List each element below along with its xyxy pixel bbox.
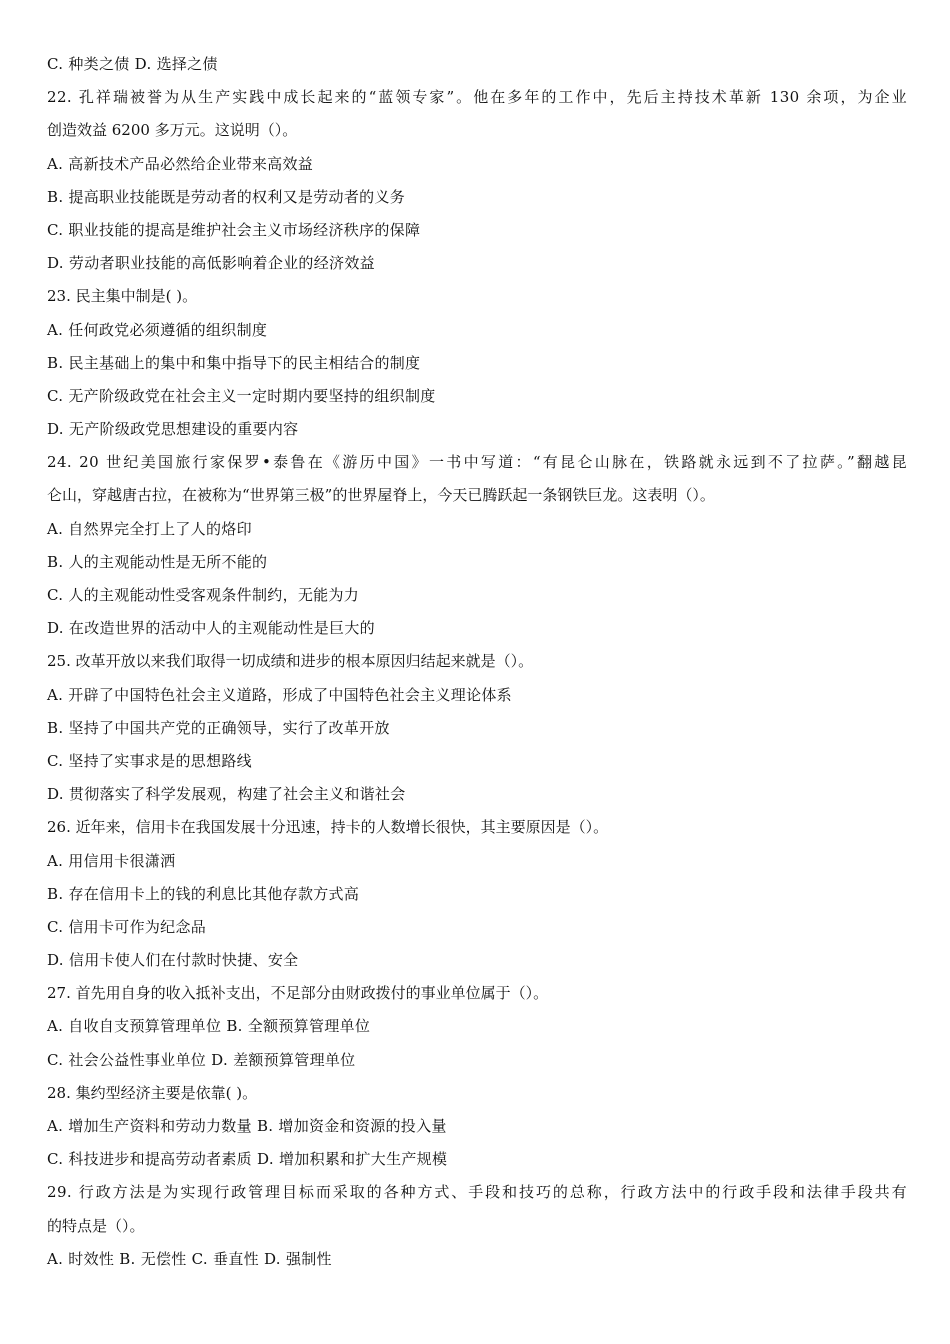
question-24-option-c: C. 人的主观能动性受客观条件制约，无能为力 [47,586,360,604]
question-26-option-b: B. 存在信用卡上的钱的利息比其他存款方式高 [47,884,360,903]
question-24-option-d: D. 在改造世界的活动中人的主观能动性是巨大的 [47,619,375,638]
question-22-option-c: C. 职业技能的提高是维护社会主义市场经济秩序的保障 [47,220,421,239]
question-22-option-a: A. 高新技术产品必然给企业带来高效益 [47,154,314,173]
question-26-option-d: D. 信用卡使人们在付款时快捷、安全 [47,951,299,970]
question-22-stem: 22. 孔祥瑞被誉为从生产实践中成长起来的“蓝领专家”。他在多年的工作中，先后主持技术革新 130 余项，为企业 [47,88,907,107]
question-28-stem: 28. 集约型经济主要是依靠( )。 [47,1083,258,1102]
question-25-option-a: A. 开辟了中国特色社会主义道路，形成了中国特色社会主义理论体系 [47,685,512,704]
question-23-stem: 23. 民主集中制是( )。 [47,287,198,306]
question-24-option-b: B. 人的主观能动性是无所不能的 [47,552,268,571]
question-23-option-d: D. 无产阶级政党思想建设的重要内容 [47,420,299,439]
question-24-stem: 24. 20 世纪美国旅行家保罗•泰鲁在《游历中国》一书中写道：“有昆仑山脉在，铁路就永远到不了拉萨。”翻越昆 [47,453,907,472]
question-21-options-cd: C. 种类之债 D. 选择之债 [47,55,218,73]
question-28-options-ab: A. 增加生产资料和劳动力数量 B. 增加资金和资源的投入量 [47,1117,447,1135]
question-27-options-cd: C. 社会公益性事业单位 D. 差额预算管理单位 [47,1050,356,1069]
question-22-stem-continued: 创造效益 6200 多万元。这说明（）。 [47,121,298,140]
question-25-option-b: B. 坚持了中国共产党的正确领导，实行了改革开放 [47,718,390,737]
question-25-stem: 25. 改革开放以来我们取得一切成绩和进步的根本原因归结起来就是（）。 [47,652,534,671]
question-25-option-d: D. 贯彻落实了科学发展观，构建了社会主义和谐社会 [47,785,406,804]
document-page [47,48,907,1276]
question-22-option-b: B. 提高职业技能既是劳动者的权利又是劳动者的义务 [47,187,406,206]
question-22-option-d: D. 劳动者职业技能的高低影响着企业的经济效益 [47,254,375,273]
question-26-option-a: A. 用信用卡很潇洒 [47,851,176,870]
question-29-stem: 29. 行政方法是为实现行政管理目标而采取的各种方式、手段和技巧的总称，行政方法中的行政手段和法律手段共有 [47,1183,907,1202]
question-25-option-c: C. 坚持了实事求是的思想路线 [47,751,252,770]
question-26-stem: 26. 近年来，信用卡在我国发展十分迅速，持卡的人数增长很快，其主要原因是（）。 [47,818,609,837]
question-26-option-c: C. 信用卡可作为纪念品 [47,917,207,936]
question-29-stem-continued: 的特点是（）。 [47,1216,145,1235]
question-24-option-a: A. 自然界完全打上了人的烙印 [47,519,252,538]
question-27-options-ab: A. 自收自支预算管理单位 B. 全额预算管理单位 [47,1017,371,1036]
question-27-stem: 27. 首先用自身的收入抵补支出，不足部分由财政拨付的事业单位属于（）。 [47,984,549,1003]
question-28-options-cd: C. 科技进步和提高劳动者素质 D. 增加积累和扩大生产规模 [47,1150,448,1169]
question-23-option-b: B. 民主基础上的集中和集中指导下的民主相结合的制度 [47,353,421,372]
question-23-option-a: A. 任何政党必须遵循的组织制度 [47,320,268,339]
question-24-stem-continued: 仑山，穿越唐古拉，在被称为“世界第三极”的世界屋脊上，今天已腾跃起一条钢铁巨龙。这表明（）。 [47,486,715,505]
question-23-option-c: C. 无产阶级政党在社会主义一定时期内要坚持的组织制度 [47,386,436,405]
question-29-options: A. 时效性 B. 无偿性 C. 垂直性 D. 强制性 [47,1249,332,1268]
